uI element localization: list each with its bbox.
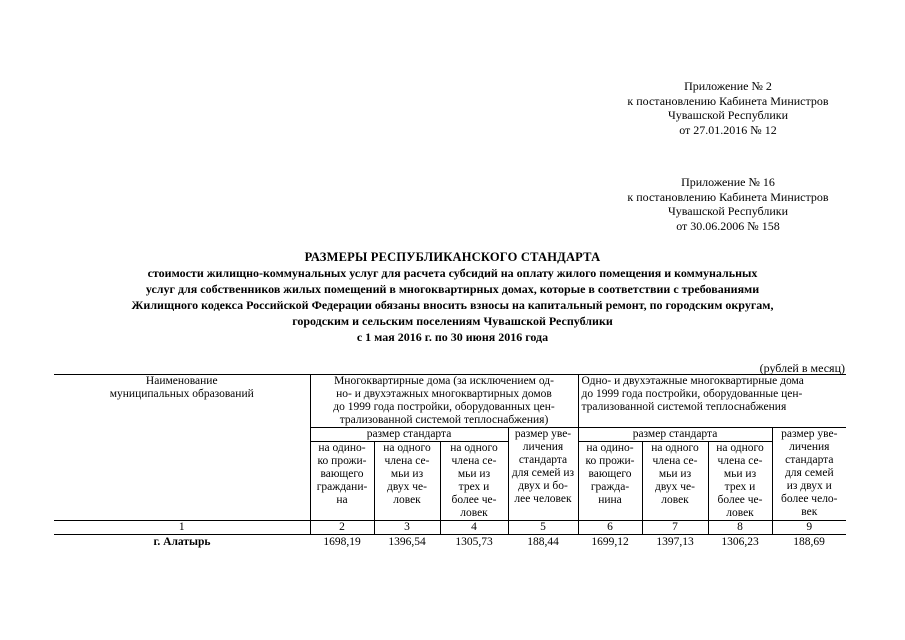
units-note: (рублей в месяц) [759,361,845,375]
title-line-1: стоимости жилищно-коммунальных услуг для расчета субсидий на оплату жилого помещения и коммунальных [147,266,758,280]
column-number: 7 [642,521,708,535]
header-line: стандарта [518,454,568,466]
header-line: более че- [717,494,763,506]
standards-table [54,374,846,550]
col-header-name-line: муниципальных образований [109,388,254,400]
title-line-5: с 1 мая 2016 г. по 30 июня 2016 года [356,330,549,344]
header-line: ловек [661,494,689,506]
column-number: 3 [374,521,440,535]
header-line: личения [789,441,830,453]
header-line: двух че- [655,481,695,493]
row-value: 1306,23 [721,536,759,548]
header-line: размер уве- [514,428,572,440]
header-row-1 [54,375,846,428]
title-line-3: Жилищного кодекса Российской Федерации обязаны вносить взносы на капитальный ремонт, по городским округам, [131,298,774,312]
increase-header-2 [772,428,846,521]
header-line: лее человек [514,493,572,505]
header-line: стандарта [785,454,834,466]
header-line: ловек [726,507,754,519]
header-line: мьи из [658,468,692,480]
group-header-line: трализованной системой теплоснабжения [581,401,787,413]
column-number: 4 [440,521,508,535]
header-line: на одного [450,442,498,454]
header-line: трех и [458,481,490,493]
appendix-date: от 30.06.2006 № 158 [676,218,780,233]
header-line: на одного [716,442,764,454]
header-line: ко прожи- [585,455,635,467]
row-value: 1305,73 [455,536,493,548]
header-line: гражда- [590,481,630,493]
group-header-line: Одно- и двухэтажные многоквартирные дома [581,375,804,387]
appendix-republic: Чувашской Республики [667,108,789,122]
row-value: 1396,54 [388,536,426,548]
title-line-4: городским и сельским поселениям Чувашской Республики [292,314,613,328]
header-line: более чело- [781,493,838,505]
row-value: 188,69 [793,536,825,548]
col-header-name-line: Наименование [145,375,218,387]
family-three-header [440,442,508,521]
single-resident-header [310,442,374,521]
family-three-header [708,442,772,521]
family-two-header [642,442,708,521]
header-line: граждани- [316,481,368,493]
row-value: 1699,12 [591,536,629,548]
header-line: век [801,506,818,518]
header-line: более че- [451,494,497,506]
header-line: для семей из [511,467,575,479]
row-value: 1397,13 [656,536,694,548]
header-line: вающего [320,468,364,480]
appendix-16-header [578,175,878,233]
group-header-line: до 1999 года постройки, оборудованных цен- [333,401,555,413]
header-line: члена се- [451,455,497,467]
document-title [40,249,865,345]
row-value: 188,44 [527,536,559,548]
column-number: 6 [578,521,642,535]
header-line: ловек [460,507,488,519]
increase-header-1 [508,428,578,521]
appendix-2-header [578,79,878,137]
row-value: 1698,19 [323,536,361,548]
column-number-row [54,521,846,535]
group-header-line: Многоквартирные дома (за исключением од- [334,375,554,387]
title-main: РАЗМЕРЫ РЕСПУБЛИКАНСКОГО СТАНДАРТА [304,250,601,264]
single-resident-header [578,442,642,521]
column-number: 5 [508,521,578,535]
row-municipality-name: г. Алатырь [153,536,211,548]
group-header-line: но- и двухэтажных многоквартирных домов [336,388,552,400]
column-number: 1 [54,521,310,535]
header-line: члена се- [652,455,698,467]
header-line: вающего [588,468,632,480]
header-line: члена се- [384,455,430,467]
size-standard-header: размер стандарта [578,428,772,442]
size-standard-header: размер стандарта [310,428,508,442]
header-line: для семей [784,467,834,479]
header-line: двух и бо- [518,480,568,492]
header-line: ловек [393,494,421,506]
header-line: ко прожи- [317,455,367,467]
appendix-reference: к постановлению Кабинета Министров [627,189,829,204]
header-line: на одино- [586,442,634,454]
header-line: мьи из [457,468,491,480]
group-header-apartment-buildings [310,375,578,428]
header-line: трех и [724,481,756,493]
header-line: мьи из [723,468,757,480]
header-line: размер уве- [781,428,838,440]
header-line: мьи из [390,468,424,480]
title-line-2: услуг для собственников жилых помещений в многоквартирных домах, которые в соответствии с требованиями [145,282,760,296]
header-line: двух че- [387,481,427,493]
column-number: 2 [310,521,374,535]
col-header-name [54,375,310,521]
column-number: 8 [708,521,772,535]
header-line: на одного [651,442,699,454]
header-line: на [336,494,348,506]
group-header-low-rise-buildings [578,375,846,428]
header-line: на одино- [318,442,366,454]
appendix-republic: Чувашской Республики [667,204,789,218]
group-header-line: трализованной системой теплоснабжения) [339,414,549,426]
appendix-reference: к постановлению Кабинета Министров [627,93,829,108]
header-line: на одного [383,442,431,454]
header-line: из двух и [786,480,832,492]
appendix-title: Приложение № 16 [681,175,775,189]
header-line: нина [598,494,622,506]
family-two-header [374,442,440,521]
header-line: члена се- [717,455,763,467]
group-header-line: до 1999 года постройки, оборудованные цен- [581,388,803,400]
appendix-title: Приложение № 2 [684,79,772,93]
column-number: 9 [772,521,846,535]
header-line: личения [522,441,564,453]
appendix-date: от 27.01.2016 № 12 [679,122,777,137]
table-row [54,535,846,551]
